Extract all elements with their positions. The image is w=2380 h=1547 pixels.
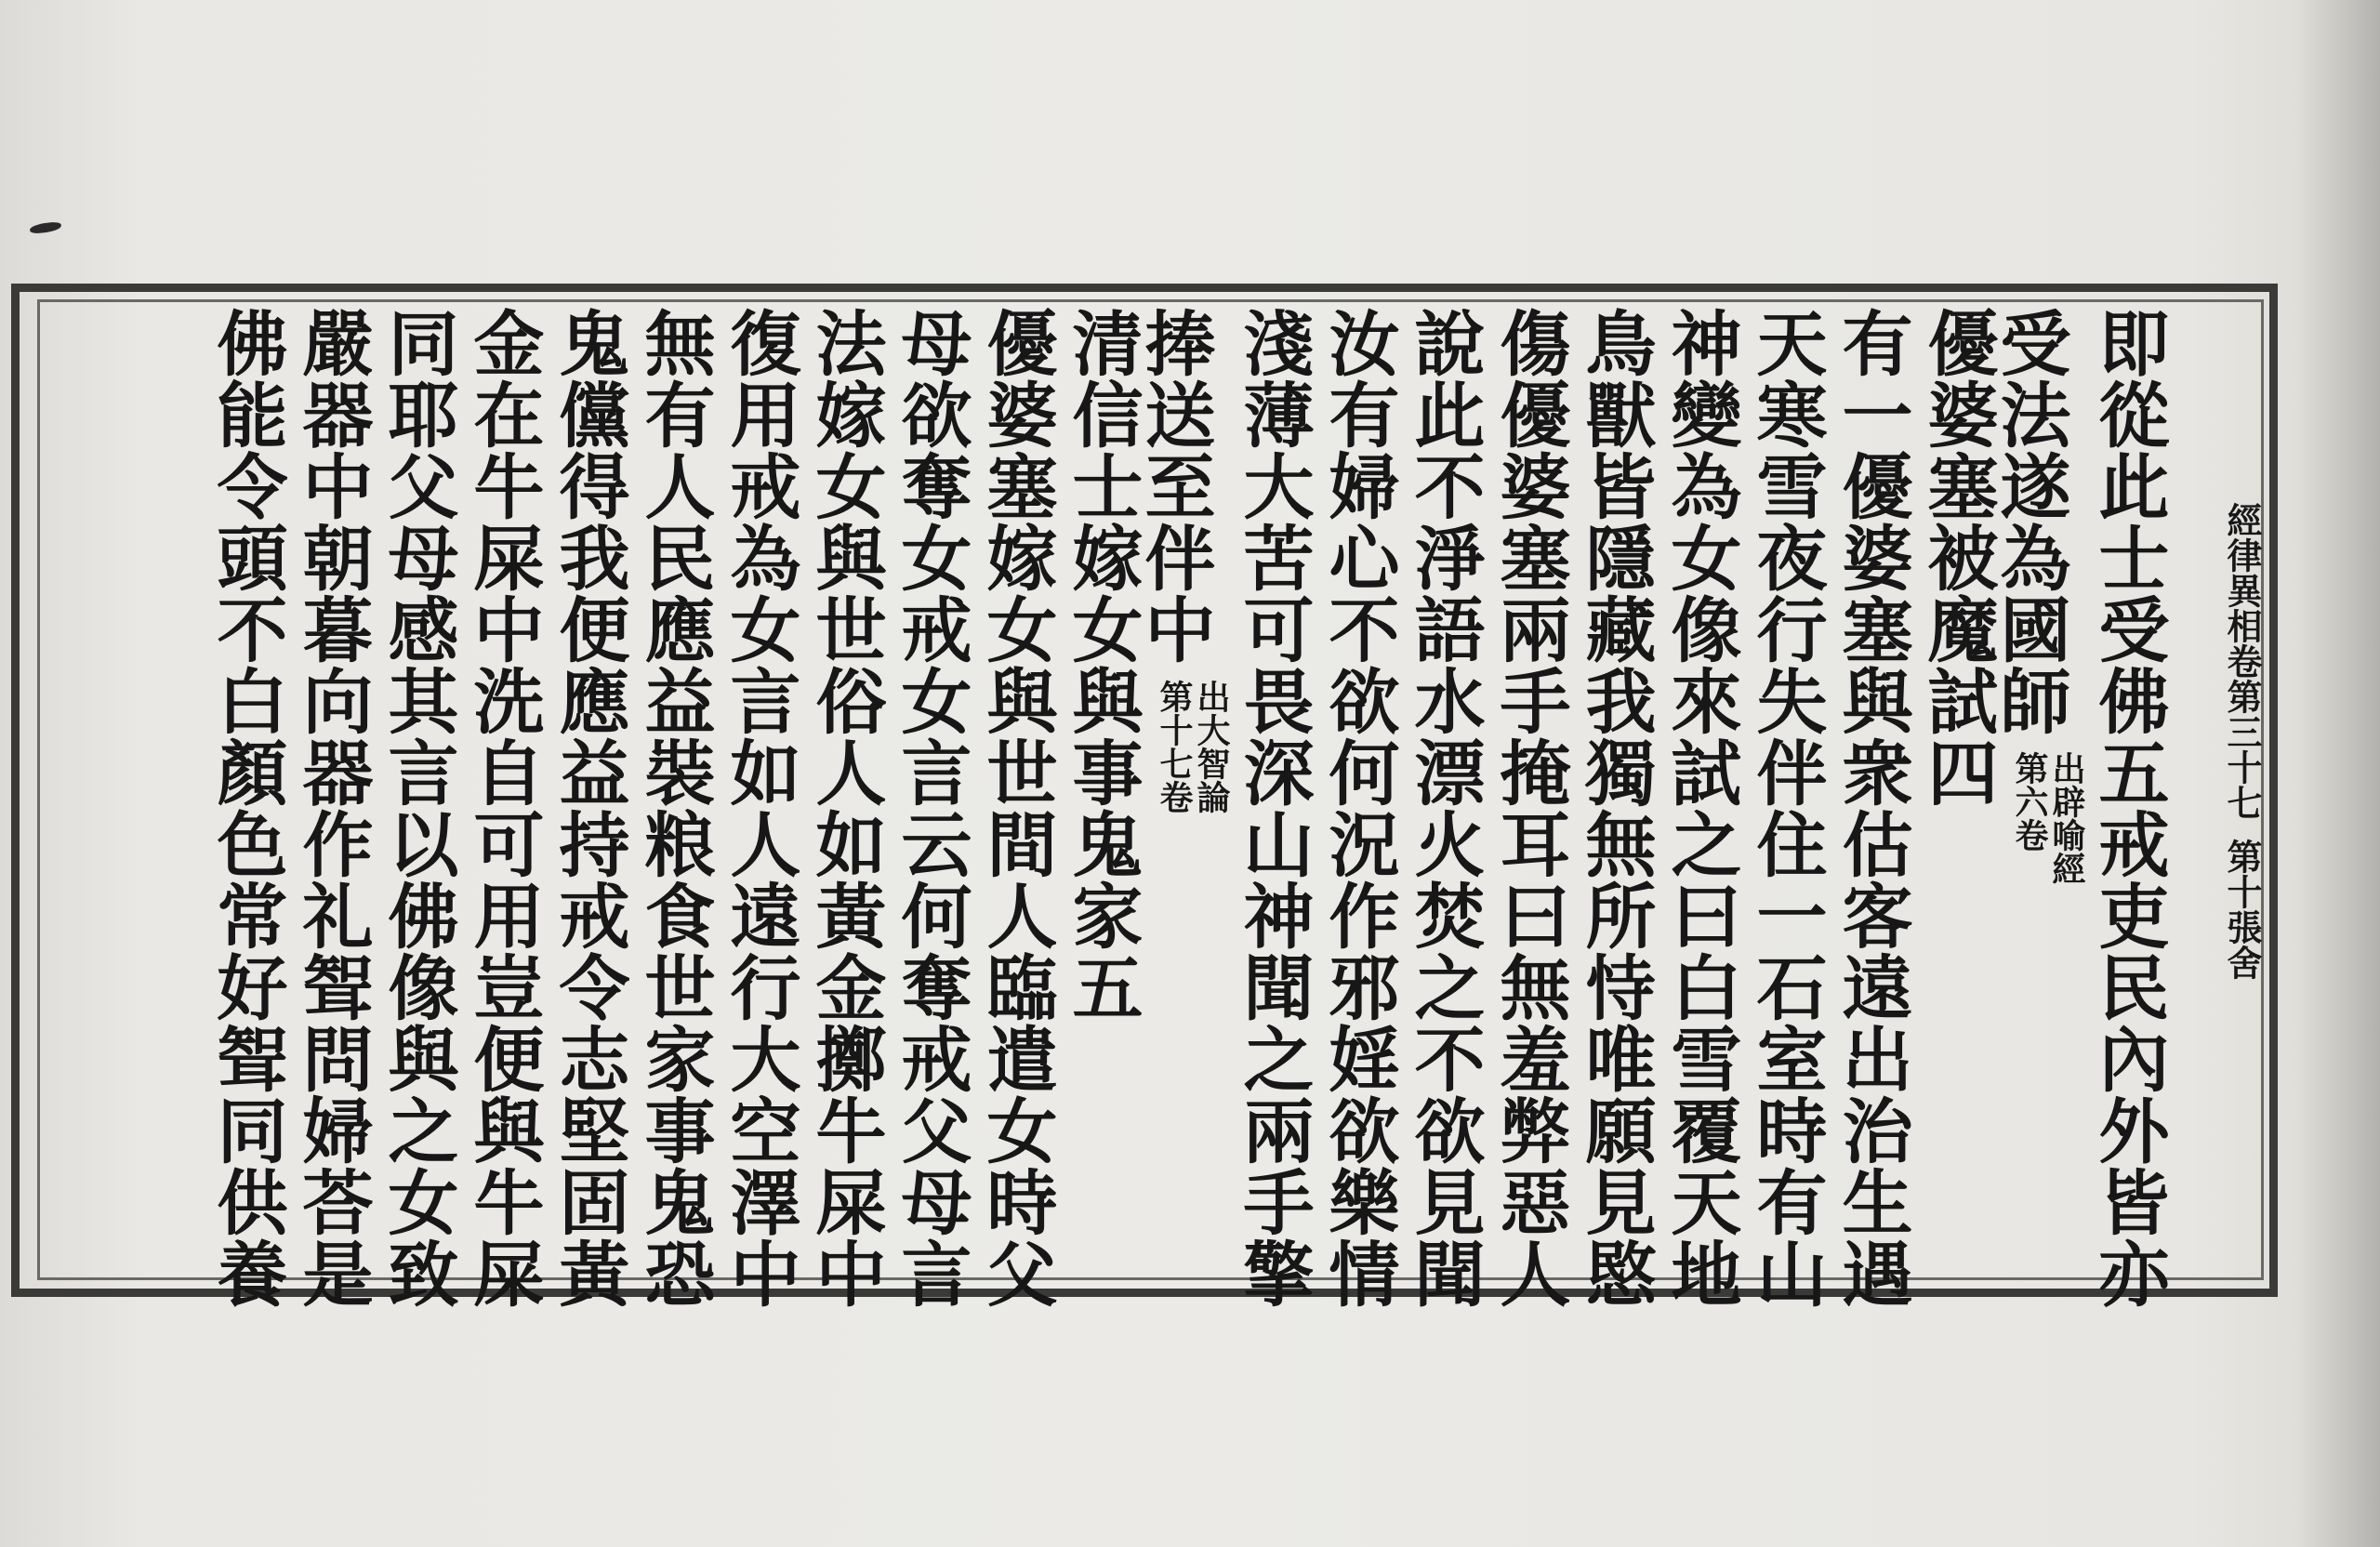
section-heading-4: 優婆塞被魔試四 [1916, 307, 1999, 808]
margin-header [2208, 307, 2264, 1469]
source-note: 出辟喻經 第六卷 [2010, 751, 2086, 885]
text-column-16: 法嫁女與世俗人如黃金擲牛屎中 [804, 307, 887, 1309]
text-column-20: 金在牛屎中洗自可用豈便與牛屎 [462, 307, 545, 1309]
text-column-6: 神變為女像來試之曰白雪覆天地 [1659, 307, 1742, 1309]
text-column-4: 有一優婆塞與衆估客遠出治生遇 [1831, 307, 1913, 1309]
column-gap [2171, 307, 2208, 1274]
text-column-15: 母欲奪女戒女言云何奪戒父母言 [890, 307, 972, 1309]
text-column-23: 佛能令頭不白顏色常好聟同供養 [205, 307, 288, 1309]
text-column-2: 受法遂為國師 出辟喻經 第六卷 [1989, 307, 2086, 885]
text-column-12: 捧送至伴中 出大智論 第十七卷 [1133, 307, 1231, 813]
text-column-18: 無有人民應益裝粮食世家事鬼恐 [633, 307, 716, 1309]
text-column-5: 天寒雪夜行失伴住一石室時有山 [1745, 307, 1828, 1309]
source-note: 出大智論 第十七卷 [1155, 680, 1231, 813]
sheet-number: 第十張 [2221, 839, 2263, 945]
sheet-mark: 舍 [2221, 945, 2263, 980]
text-column-14: 優婆塞嫁女與世間人臨遣女時父 [975, 307, 1058, 1309]
text-column-1: 即從此士受佛五戒吏民內外皆亦 [2087, 307, 2170, 1309]
text-column-9: 說此不淨語水漂火焚之不欲見聞 [1403, 307, 1486, 1309]
text-column-11: 淺薄大苦可畏深山神聞之兩手擎 [1232, 307, 1315, 1309]
page-fold-shadow [2296, 0, 2380, 1547]
text-block [70, 307, 2264, 1309]
section-heading-5: 清信士嫁女與事鬼家五 [1061, 307, 1144, 1023]
text-column-17: 復用戒為女言如人遠行大空澤中 [719, 307, 801, 1309]
ink-blot [29, 221, 61, 235]
text-column-19: 鬼儻得我便應益持戒令志堅固黃 [548, 307, 630, 1309]
text-column-22: 嚴器中朝暮向器作礼聟問婦荅是 [291, 307, 374, 1309]
text-column-8: 傷優婆塞兩手掩耳曰無羞弊惡人 [1488, 307, 1571, 1309]
text-column-7: 鳥獸皆隱藏我獨無所恃唯願見愍 [1574, 307, 1657, 1309]
book-title: 經律異相卷第三十七 [2221, 502, 2263, 820]
text-column-21: 同耶父母感其言以佛像與之女致 [377, 307, 459, 1309]
text-column-10: 汝有婦心不欲何況作邪婬欲樂情 [1317, 307, 1400, 1309]
